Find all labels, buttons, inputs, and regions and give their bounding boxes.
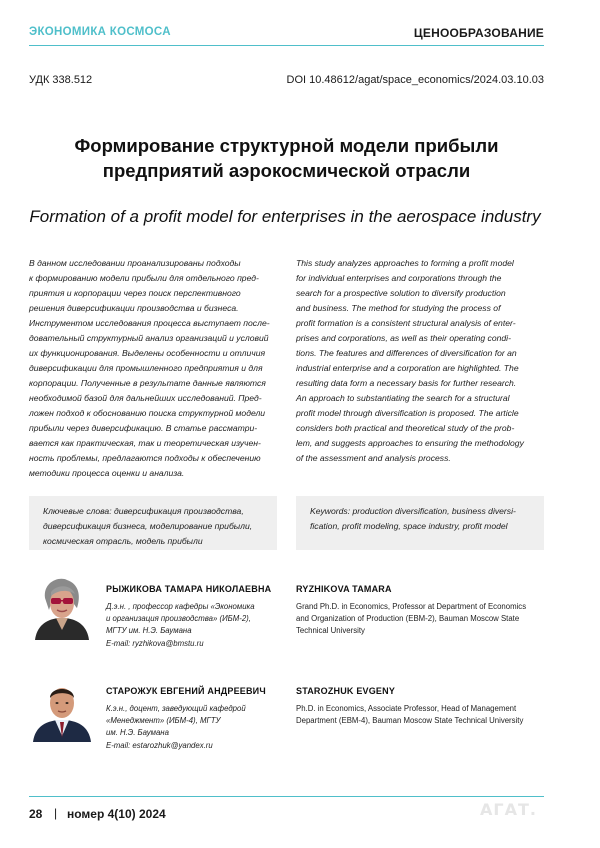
abstract-line: приятия и корпорации через поиск перспективного <box>29 288 241 298</box>
author-info-line: «Менеджмент» (ИБМ-4), МГТУ <box>106 716 221 725</box>
abstract-line: корпорации. Полученные в результате данные являются <box>29 378 266 388</box>
issue-number: номер 4(10) 2024 <box>67 807 166 821</box>
abstract-line: of the assessment and analysis process. <box>296 453 451 463</box>
abstract-line: industrial enterprise and a corporation are highlighted. The <box>296 363 519 373</box>
section-title: ЭКОНОМИКА КОСМОСА <box>29 26 171 38</box>
rubric-title: ЦЕНООБРАЗОВАНИЕ <box>413 26 544 40</box>
abstract-line: tions. The features and differences of diversification for an <box>296 348 517 358</box>
abstract-line: This study analyzes approaches to forming a profit model <box>296 258 514 268</box>
doi-link[interactable]: DOI 10.48612/agat/space_economics/2024.03.10.03 <box>286 74 544 86</box>
keywords-box-en <box>296 496 544 550</box>
author-info-line: Ph.D. in Economics, Associate Professor, Head of Management <box>296 704 517 713</box>
keywords-line: Keywords: production diversification, business diversi- <box>310 506 516 516</box>
keywords-line: fication, profit modeling, space industry, profit model <box>310 521 508 531</box>
title-ru-line: предприятий аэрокосмической отрасли <box>102 160 471 181</box>
keywords-line: космическая отрасль, модель прибыли <box>43 536 203 546</box>
author-info-ru <box>106 703 246 739</box>
abstract-line: An approach to substantiating the search for a structural <box>296 393 510 403</box>
author-photo <box>29 574 95 640</box>
header-divider <box>29 45 544 46</box>
abstract-line: прибыли через диверсификацию. В статье рассматри- <box>29 423 258 433</box>
abstract-line: довательный структурный анализ организаций и условий <box>29 333 269 343</box>
abstract-line: and business. The method for studying the process of <box>296 303 501 313</box>
abstract-line: решения диверсификации производства и бизнеса. <box>29 303 239 313</box>
author-email[interactable]: E-mail: ryzhikova@bmstu.ru <box>106 639 204 648</box>
author-info-line: им. Н.Э. Баумана <box>106 728 169 737</box>
abstract-line: for individual enterprises and corporations through the <box>296 273 502 283</box>
abstract-line: ность проблемы, предлагаются подходы к обеспечению <box>29 453 261 463</box>
abstract-line: их функционирования. Выделены особенности и отличия <box>29 348 266 358</box>
journal-logo: АГАТ. <box>480 800 537 819</box>
abstract-line: profit model through diversification is proposed. The article <box>296 408 519 418</box>
abstract-line: prises and corporations, as well as their operating condi- <box>296 333 511 343</box>
keywords-ru <box>43 504 252 549</box>
abstract-line: search for a prospective solution to diversify production <box>296 288 506 298</box>
abstract-line: необходимой базой для дальнейших исследований. Пред- <box>29 393 262 403</box>
author-info-line: и организация производства» (ИБМ-2), <box>106 614 251 623</box>
title-ru-line: Формирование структурной модели прибыли <box>74 135 499 156</box>
author-info-en <box>296 601 526 637</box>
author-info-en <box>296 703 523 727</box>
abstract-line: к формированию модели прибыли для отдельного пред- <box>29 273 259 283</box>
abstract-line: диверсификации для промышленного предприятия и для <box>29 363 263 373</box>
author-email[interactable]: E-mail: estarozhuk@yandex.ru <box>106 741 213 750</box>
author-name-en: RYZHIKOVA TAMARA <box>296 584 392 594</box>
keywords-line: Ключевые слова: диверсификация производства, <box>43 506 244 516</box>
author-name-en: STAROZHUK EVGENY <box>296 686 396 696</box>
keywords-en <box>310 504 516 534</box>
abstract-line: resulting data form a necessary basis for further research. <box>296 378 517 388</box>
author-name-ru: СТАРОЖУК ЕВГЕНИЙ АНДРЕЕВИЧ <box>106 686 266 696</box>
abstract-en <box>296 256 536 466</box>
footer-separator: | <box>54 806 58 820</box>
abstract-line: В данном исследовании проанализированы подходы <box>29 258 241 268</box>
abstract-line: ложен подход к обоснованию поиска структурной модели <box>29 408 266 418</box>
article-title-ru <box>29 133 544 183</box>
author-photo <box>29 676 95 742</box>
abstract-line: методики процесса оценки и анализа. <box>29 468 185 478</box>
author-info-line: Technical University <box>296 626 365 635</box>
abstract-line: lem, and suggests approaches to ensuring the methodology <box>296 438 524 448</box>
author-info-line: Д.э.н. , профессор кафедры «Экономика <box>106 602 255 611</box>
author-info-line: and Organization of Production (EBM-2), Bauman Moscow State <box>296 614 520 623</box>
footer-divider <box>29 796 544 797</box>
keywords-line: диверсификация бизнеса, моделирование прибыли, <box>43 521 253 531</box>
abstract-line: considers both practical and theoretical study of the prob- <box>296 423 515 433</box>
udk-code: УДК 338.512 <box>29 74 93 86</box>
author-info-line: Department (EBM-4), Bauman Moscow State Technical University <box>296 716 524 725</box>
author-info-ru <box>106 601 255 637</box>
abstract-ru <box>29 256 269 481</box>
page-number: 28 <box>29 807 43 821</box>
author-name-ru: РЫЖИКОВА ТАМАРА НИКОЛАЕВНА <box>106 584 272 594</box>
abstract-line: Инструментом исследования процесса выступает после- <box>29 318 270 328</box>
abstract-line: вается как практическая, так и теоретическая изучен- <box>29 438 261 448</box>
author-info-line: МГТУ им. Н.Э. Баумана <box>106 626 192 635</box>
author-info-line: Grand Ph.D. in Economics, Professor at Department of Economics <box>296 602 527 611</box>
abstract-line: profit formation is a consistent structural analysis of enter- <box>296 318 516 328</box>
keywords-box-ru <box>29 496 277 550</box>
author-info-line: К.э.н., доцент, заведующий кафедрой <box>106 704 246 713</box>
article-title-en: Formation of a profit model for enterprises in the aerospace industry <box>29 207 541 226</box>
